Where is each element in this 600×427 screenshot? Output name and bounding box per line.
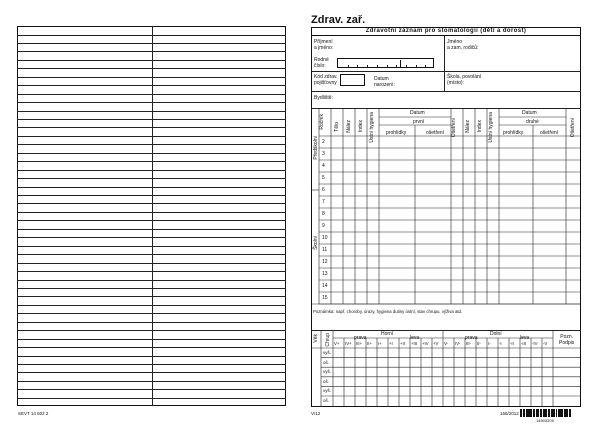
birth-number-separator [400,60,401,67]
left-ruled-line [17,313,286,314]
year-label: 3 [322,151,325,157]
left-ruled-line [17,364,286,365]
upper-tooth-label: +V [433,341,439,346]
left-ruled-line [17,389,286,390]
lower-tooth-label: III- [466,341,472,346]
left-ruled-line [17,161,286,162]
birth-number-tick [387,65,388,67]
col-inspection-label: prohlídky [386,130,407,136]
left-ruled-line [17,94,286,95]
birth-number-tick [367,65,368,67]
left-ruled-line [17,296,286,297]
birth-number-label: Rodné číslo: [314,57,329,69]
lower-tooth-label: -IV [532,341,538,346]
birth-number-tick [416,65,417,67]
upper-left-label: leva [410,335,420,341]
row-group-school-label: Školní [313,236,319,250]
birth-number-ticks [338,59,433,67]
lower-right-label: prava [465,335,478,341]
upper-tooth-label: IV+ [345,341,352,346]
row-group-preschool-label: Předškolní [313,136,319,160]
upper-tooth-label: +IV [422,341,429,346]
teeth-row-label: vyš. [323,350,332,355]
lower-tooth-label: -V [543,341,548,346]
lower-tooth-label: V- [444,341,449,346]
left-ruled-line [17,136,286,137]
col-hygiene2-label: Ústní hygiena [488,112,494,143]
col-lower-label: Tělo [334,122,340,132]
field-row-line [311,71,581,72]
lower-tooth-label: II- [477,341,481,346]
year-label: 9 [322,223,325,229]
col-datum-label: Datum [410,110,425,116]
col-treatment-label: ošetření [426,130,445,136]
birth-number-tick [357,65,358,67]
teeth-row-label: oš. [323,359,330,365]
birth-number-tick [425,65,426,67]
col-findings-label: Nález [346,120,352,133]
left-ruled-line [17,144,286,145]
year-label: 6 [322,187,325,193]
left-ruled-line [17,178,286,179]
left-ruled-line [17,127,286,128]
year-label: 7 [322,199,325,205]
upper-tooth-label: +I [389,341,393,346]
lower-jaw-label: Dolní [490,331,502,337]
form-header [311,27,581,36]
year-label: 5 [322,175,325,181]
lower-left-label: leva [520,335,530,341]
form-header-text: Zdravotní záznam pro stomatologii (děti a dorost) [365,28,527,34]
upper-tooth-label: II+ [367,341,372,346]
col-note-label: Ošetření [451,118,457,138]
birth-number-tick [406,65,407,67]
field-divider [444,36,445,91]
upper-tooth-label: I+ [378,341,382,346]
year-label: 10 [322,235,328,241]
col-first-label: první [413,119,425,125]
residence-label: Bydliště: [314,95,333,101]
year-label: 4 [322,163,325,169]
left-ruled-line [17,254,286,255]
left-ruled-line [17,85,286,86]
note-label: Poznámka: např. choroby, úrazy, hygiena dutiny ústní, stav chrupu, výživa atd. [313,309,463,314]
birth-date-label: Datum narození: [374,76,395,88]
teeth-row-label: vyš. [323,369,332,375]
left-column-divider [152,26,153,406]
lower-tooth-label: -III [521,341,527,346]
left-ruled-line [17,305,286,306]
parents-label: Jméno a zam. rodičů: [447,39,479,51]
insurance-code-label: Kód zdrav. pojišťovny [314,74,338,86]
left-ruled-line [17,195,286,196]
lower-tooth-label: -I [499,341,502,346]
birth-number-tick [348,65,349,67]
left-ruled-line [17,339,286,340]
barcode-text: 14503205 [536,418,554,423]
field-row-line [311,91,581,92]
left-ruled-line [17,280,286,281]
col-datum2-label: Datum [522,110,537,116]
barcode [520,406,582,417]
surname-label: Příjmení a jméno: [314,39,334,51]
year-label: 12 [322,259,328,265]
barcode-bar [570,409,571,417]
col-findings2-label: Nález [465,120,471,133]
lower-tooth-label: I- [488,341,491,346]
left-footer-code: SEVT 14 602 2 [18,411,49,416]
year-label: 14 [322,283,328,289]
year-label: 8 [322,211,325,217]
left-ruled-line [17,288,286,289]
col-year-label: Ročník [319,114,325,130]
page-title: Zdrav. zař. [311,14,366,26]
left-ruled-line [17,271,286,272]
birth-number-tick [396,65,397,67]
col-index-label: Index [358,120,364,133]
upper-tooth-label: III+ [356,341,363,346]
left-ruled-line [17,43,286,44]
year-label: 11 [322,247,328,253]
year-label: 13 [322,271,328,277]
left-ruled-line [17,170,286,171]
exam-table-grid [311,108,581,308]
year-label: 2 [322,139,325,145]
left-ruled-line [17,187,286,188]
upper-right-label: prava [354,335,367,341]
left-ruled-line [17,347,286,348]
left-ruled-line [17,237,286,238]
left-ruled-line [17,212,286,213]
col-index2-label: Index [477,120,483,133]
col-age-label: Věk [313,334,319,343]
col-teeth-label: Chrup [325,333,331,347]
left-ruled-line [17,381,286,382]
col-second-label: druhé [526,119,539,125]
left-ruled-line [17,372,286,373]
lower-tooth-label: -II [510,341,514,346]
left-ruled-line [17,60,286,61]
left-ruled-line [17,102,286,103]
left-ruled-line [17,220,286,221]
footer-left-code: V/12 [311,411,321,416]
left-ruled-line [17,119,286,120]
col-note2-label: Ošetření [570,118,576,138]
left-ruled-line [17,246,286,247]
upper-tooth-label: +II [400,341,405,346]
left-ruled-line [17,77,286,78]
left-ruled-line [17,330,286,331]
year-label: 15 [322,295,328,301]
left-ruled-line [17,229,286,230]
left-ruled-line [17,322,286,323]
lower-tooth-label: IV- [455,341,461,346]
left-ruled-line [17,153,286,154]
col-inspection2-label: prohlídky [503,130,524,136]
left-ruled-line [17,111,286,112]
col-treatment2-label: ošetření [540,130,559,136]
left-ruled-line [17,51,286,52]
teeth-row-label: vyš. [323,388,332,394]
footer-mid-code: 166/2012 [500,411,519,416]
insurance-code-field[interactable] [340,74,365,86]
upper-tooth-label: +III [411,341,418,346]
teeth-row-label: oš. [323,378,330,384]
upper-tooth-label: V+ [334,341,340,346]
col-hygiene-label: Ústní hygiena [369,112,375,143]
school-label: Škola, povolání (místo): [447,74,482,86]
left-ruled-line [17,263,286,264]
left-ruled-line [17,35,286,36]
left-ruled-line [17,398,286,399]
teeth-row-label: oš. [323,398,330,403]
birth-number-tick [377,65,378,67]
left-ruled-line [17,356,286,357]
upper-jaw-label: Horní [381,331,394,337]
left-ruled-line [17,203,286,204]
notes-signature-label: Pozn. Podpis [559,334,575,346]
left-ruled-line [17,68,286,69]
birth-number-field[interactable] [337,58,434,68]
